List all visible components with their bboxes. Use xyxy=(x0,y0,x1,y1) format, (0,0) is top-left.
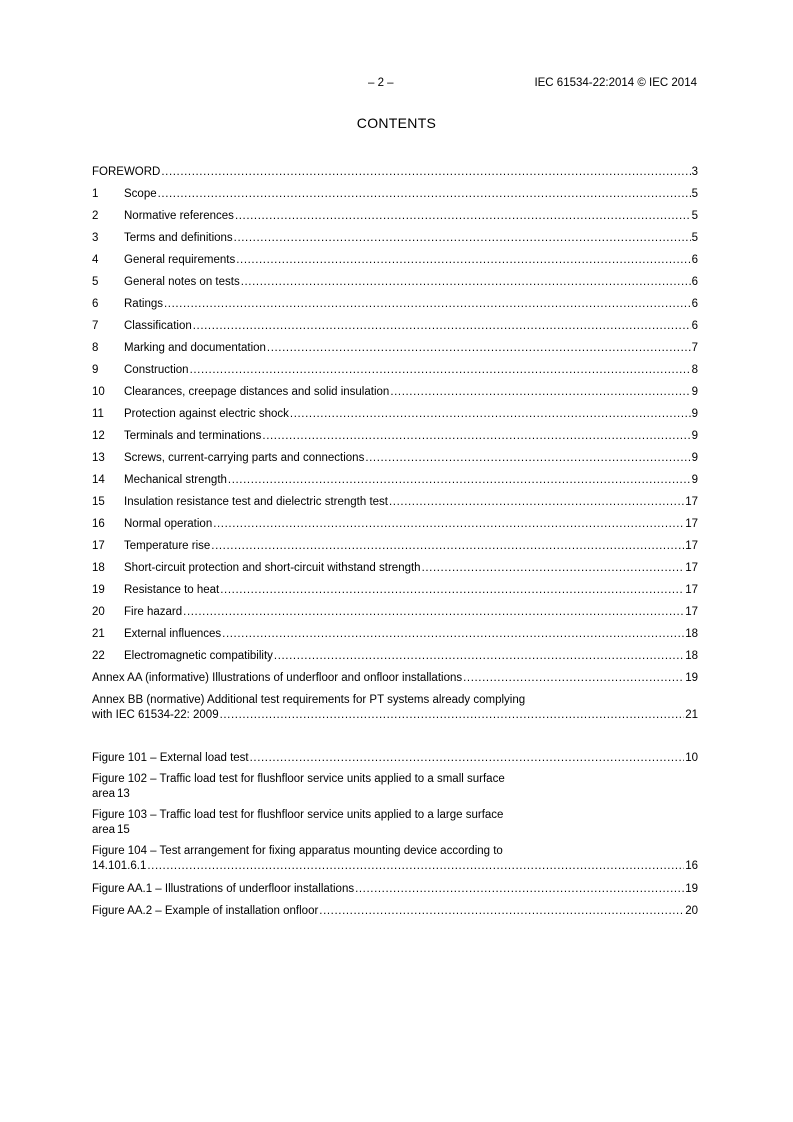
toc-entry-title: Short-circuit protection and short-circuit withstand strength xyxy=(124,562,421,574)
leader-dots xyxy=(365,449,690,467)
leader-dots xyxy=(235,207,691,225)
toc-entry-page: 17 xyxy=(685,518,698,530)
toc-entry-number: 21 xyxy=(92,628,105,640)
figure-entry-title-line1: Figure 104 – Test arrangement for fixing apparatus mounting device according to xyxy=(92,845,503,857)
leader-dots xyxy=(228,471,691,489)
toc-entry-17[interactable] xyxy=(92,537,698,559)
leader-dots xyxy=(274,647,684,665)
leader-dots xyxy=(213,515,684,533)
toc-entry-title: Insulation resistance test and dielectric strength test xyxy=(124,496,389,508)
figure-entry-104[interactable] xyxy=(92,844,698,874)
toc-entry-7[interactable] xyxy=(92,317,698,339)
toc-entry-title: General notes on tests xyxy=(124,276,240,288)
figure-entry-title-line2: 14.101.6.1 xyxy=(92,860,147,872)
leader-dots xyxy=(389,493,684,511)
toc-entry-page: 6 xyxy=(691,276,698,288)
toc-entry-21[interactable] xyxy=(92,625,698,647)
toc-entry-page: 18 xyxy=(685,628,698,640)
toc-entry-page: 7 xyxy=(691,342,698,354)
figure-entry-page: 13 xyxy=(117,788,130,800)
figure-entry-103[interactable] xyxy=(92,808,698,838)
toc-entry-title: Electromagnetic compatibility xyxy=(124,650,273,662)
toc-entry-number: 17 xyxy=(92,540,105,552)
toc-entry-title: Annex AA (informative) Illustrations of underfloor and onfloor installations xyxy=(92,672,463,684)
leader-dots xyxy=(220,581,684,599)
figure-entry-title: Figure AA.2 – Example of installation onfloor xyxy=(92,905,319,917)
table-of-contents xyxy=(92,163,698,729)
toc-entry-annex-aa[interactable] xyxy=(92,669,698,691)
figure-entry-page: 15 xyxy=(117,824,130,836)
toc-entry-16[interactable] xyxy=(92,515,698,537)
toc-entry-page: 8 xyxy=(691,364,698,376)
figure-entry-title: Figure 101 – External load test xyxy=(92,752,249,764)
toc-entry-title: Classification xyxy=(124,320,192,332)
leader-dots xyxy=(463,669,684,687)
toc-entry-title: Normative references xyxy=(124,210,234,222)
figure-entry-page: 16 xyxy=(685,860,698,872)
toc-entry-title: Fire hazard xyxy=(124,606,183,618)
toc-entry-number: 1 xyxy=(92,188,99,200)
leader-dots xyxy=(290,405,691,423)
toc-entry-title-line1: Annex BB (normative) Additional test requirements for PT systems already complying xyxy=(92,694,526,706)
toc-entry-15[interactable] xyxy=(92,493,698,515)
leader-dots xyxy=(241,273,691,291)
toc-entry-number: 8 xyxy=(92,342,99,354)
list-of-figures xyxy=(92,749,698,924)
toc-entry-title: Construction xyxy=(124,364,189,376)
toc-entry-page: 5 xyxy=(691,232,698,244)
toc-entry-number: 16 xyxy=(92,518,105,530)
toc-entry-page: 9 xyxy=(691,430,698,442)
toc-entry-number: 18 xyxy=(92,562,105,574)
toc-entry-title: External influences xyxy=(124,628,222,640)
leader-dots xyxy=(355,880,684,898)
leader-dots xyxy=(267,339,691,357)
toc-entry-6[interactable] xyxy=(92,295,698,317)
page-number: – 2 – xyxy=(368,77,394,89)
toc-entry-number: 2 xyxy=(92,210,99,222)
toc-entry-title: Resistance to heat xyxy=(124,584,220,596)
toc-entry-number: 20 xyxy=(92,606,105,618)
toc-entry-11[interactable] xyxy=(92,405,698,427)
toc-entry-number: 15 xyxy=(92,496,105,508)
toc-entry-title: Terms and definitions xyxy=(124,232,233,244)
figure-entry-title-line2: area xyxy=(92,824,116,836)
toc-entry-page: 17 xyxy=(685,496,698,508)
leader-dots xyxy=(236,251,690,269)
toc-entry-number: 13 xyxy=(92,452,105,464)
toc-entry-number: 3 xyxy=(92,232,99,244)
toc-entry-4[interactable] xyxy=(92,251,698,273)
leader-dots xyxy=(220,708,685,723)
figure-entry-title-line2: area xyxy=(92,788,116,800)
toc-entry-page: 6 xyxy=(691,254,698,266)
toc-entry-18[interactable] xyxy=(92,559,698,581)
leader-dots xyxy=(193,317,691,335)
toc-entry-title: Marking and documentation xyxy=(124,342,266,354)
toc-entry-20[interactable] xyxy=(92,603,698,625)
leader-dots xyxy=(234,229,691,247)
toc-entry-title: Normal operation xyxy=(124,518,213,530)
leader-dots xyxy=(190,361,691,379)
leader-dots xyxy=(319,902,684,920)
toc-entry-title-line2: with IEC 61534-22: 2009 xyxy=(92,709,219,721)
leader-dots xyxy=(158,185,691,203)
figure-entry-102[interactable] xyxy=(92,772,698,802)
leader-dots xyxy=(390,383,690,401)
figure-entry-title-line1: Figure 103 – Traffic load test for flushfloor service units applied to a large surface xyxy=(92,809,504,821)
toc-entry-title: Ratings xyxy=(124,298,163,310)
toc-entry-title: General requirements xyxy=(124,254,236,266)
leader-dots xyxy=(164,295,691,313)
figure-entry-aa1[interactable] xyxy=(92,880,698,902)
toc-entry-page: 18 xyxy=(685,650,698,662)
toc-entry-number: 4 xyxy=(92,254,99,266)
toc-entry-number: 5 xyxy=(92,276,99,288)
leader-dots xyxy=(262,427,690,445)
toc-entry-13[interactable] xyxy=(92,449,698,471)
toc-entry-title: Scope xyxy=(124,188,157,200)
figure-entry-title-line1: Figure 102 – Traffic load test for flushfloor service units applied to a small surface xyxy=(92,773,505,785)
toc-entry-page: 17 xyxy=(685,584,698,596)
toc-entry-title: Temperature rise xyxy=(124,540,211,552)
toc-entry-number: 9 xyxy=(92,364,99,376)
toc-entry-title: Mechanical strength xyxy=(124,474,227,486)
figure-entry-page: 20 xyxy=(685,905,698,917)
toc-entry-9[interactable] xyxy=(92,361,698,383)
figure-entry-101[interactable] xyxy=(92,749,698,771)
figure-entry-aa2[interactable] xyxy=(92,902,698,924)
toc-entry-page: 5 xyxy=(691,188,698,200)
leader-dots xyxy=(161,163,690,181)
leader-dots xyxy=(250,749,685,767)
toc-entry-12[interactable] xyxy=(92,427,698,449)
toc-entry-page: 6 xyxy=(691,320,698,332)
toc-entry-number: 12 xyxy=(92,430,105,442)
leader-dots xyxy=(183,603,684,621)
toc-entry-page: 3 xyxy=(691,166,698,178)
toc-entry-page: 17 xyxy=(685,540,698,552)
toc-entry-number: 7 xyxy=(92,320,99,332)
toc-entry-3[interactable] xyxy=(92,229,698,251)
toc-entry-page: 19 xyxy=(685,672,698,684)
toc-entry-title: Clearances, creepage distances and solid insulation xyxy=(124,386,390,398)
leader-dots xyxy=(211,537,684,555)
toc-entry-8[interactable] xyxy=(92,339,698,361)
toc-entry-10[interactable] xyxy=(92,383,698,405)
toc-entry-page: 9 xyxy=(691,474,698,486)
toc-entry-number: 14 xyxy=(92,474,105,486)
toc-entry-14[interactable] xyxy=(92,471,698,493)
toc-entry-title: Terminals and terminations xyxy=(124,430,262,442)
toc-entry-22[interactable] xyxy=(92,647,698,669)
toc-entry-page: 17 xyxy=(685,562,698,574)
standard-identifier: IEC 61534-22:2014 © IEC 2014 xyxy=(534,77,697,89)
toc-entry-number: 22 xyxy=(92,650,105,662)
toc-entry-number: 10 xyxy=(92,386,105,398)
toc-entry-annex-bb[interactable] xyxy=(92,693,698,723)
toc-entry-number: 19 xyxy=(92,584,105,596)
toc-entry-title: Screws, current-carrying parts and connections xyxy=(124,452,365,464)
toc-entry-number: 6 xyxy=(92,298,99,310)
toc-entry-title: Protection against electric shock xyxy=(124,408,289,420)
toc-entry-page: 9 xyxy=(691,408,698,420)
toc-entry-page: 5 xyxy=(691,210,698,222)
figure-entry-page: 10 xyxy=(685,752,698,764)
figure-entry-page: 19 xyxy=(685,883,698,895)
toc-entry-page: 21 xyxy=(685,709,698,721)
toc-entry-19[interactable] xyxy=(92,581,698,603)
page-header xyxy=(0,77,793,93)
toc-entry-5[interactable] xyxy=(92,273,698,295)
figure-entry-title: Figure AA.1 – Illustrations of underfloor installations xyxy=(92,883,355,895)
toc-entry-page: 6 xyxy=(691,298,698,310)
leader-dots xyxy=(422,559,685,577)
leader-dots xyxy=(222,625,684,643)
toc-entry-foreword[interactable] xyxy=(92,163,698,185)
toc-entry-title: FOREWORD xyxy=(92,166,161,178)
leader-dots xyxy=(147,859,684,874)
toc-entry-page: 9 xyxy=(691,452,698,464)
toc-entry-page: 9 xyxy=(691,386,698,398)
toc-entry-number: 11 xyxy=(92,408,104,420)
toc-entry-page: 17 xyxy=(685,606,698,618)
toc-entry-1[interactable] xyxy=(92,185,698,207)
toc-entry-2[interactable] xyxy=(92,207,698,229)
contents-title: CONTENTS xyxy=(356,115,437,131)
